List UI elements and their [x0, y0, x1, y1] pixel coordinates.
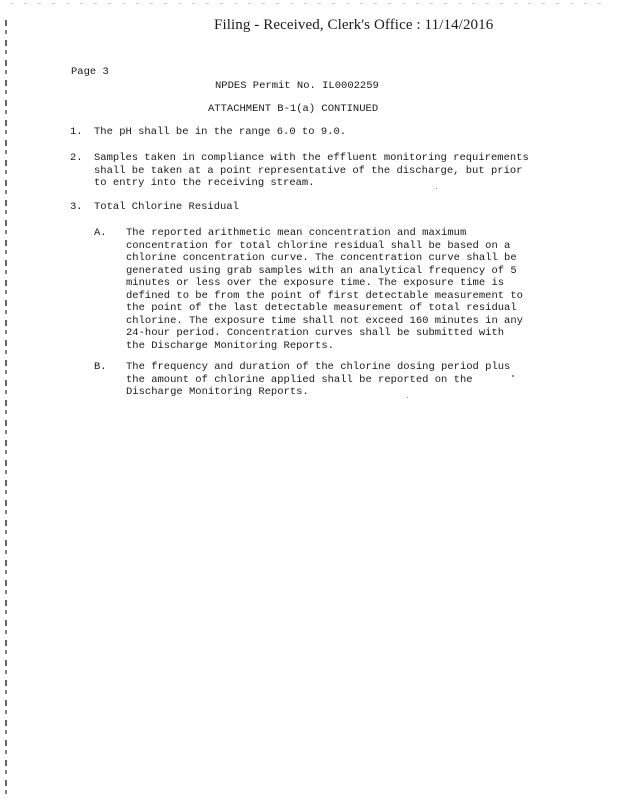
subitem-text-line: minutes or less over the exposure time. The exposure time is — [126, 277, 505, 289]
item-number: 1. — [70, 126, 83, 138]
subitem-text-line: chlorine concentration curve. The concentration curve shall be — [126, 252, 517, 264]
subitem-text-line: the point of the last detectable measurement of total residual — [126, 302, 517, 314]
item-text-line: shall be taken at a point representative of the discharge, but prior — [94, 164, 523, 177]
item-text-line: The pH shall be in the range 6.0 to 9.0. — [94, 126, 347, 138]
item-text — [94, 126, 346, 139]
item-text — [94, 152, 529, 190]
subitem-text-line: generated using grab samples with an analytical frequency of 5 — [126, 264, 517, 277]
item-text-line: Total Chlorine Residual — [94, 201, 239, 213]
attachment-title: ATTACHMENT B-1(a) CONTINUED — [208, 103, 379, 115]
filing-stamp: Filing - Received, Clerk's Office : 11/14/2016 — [214, 17, 494, 33]
subitem-text-line: The frequency and duration of the chlorine dosing period plus — [126, 361, 511, 373]
subitem-text-line: the Discharge Monitoring Reports. — [126, 339, 334, 352]
subitem-text-line: The reported arithmetic mean concentration and maximum — [126, 227, 467, 239]
subitem-text-line: 24-hour period. Concentration curves shall be submitted with — [126, 327, 505, 339]
scan-speck — [512, 375, 514, 377]
subitem-text-line: defined to be from the point of first detectable measurement to — [126, 289, 523, 302]
item-text-line: Samples taken in compliance with the effluent monitoring requirements — [94, 152, 529, 164]
item-number: 2. — [70, 152, 83, 164]
subitem-text-line: the amount of chlorine applied shall be reported on the — [126, 373, 473, 386]
subitem-text-line: concentration for total chlorine residual shall be based on a — [126, 239, 511, 252]
scan-top-edge-artifact — [10, 3, 610, 4]
permit-number: NPDES Permit No. IL0002259 — [215, 80, 379, 92]
scan-speck — [436, 188, 437, 189]
subitem-text-line: Discharge Monitoring Reports. — [126, 386, 309, 398]
subitem-letter: B. — [94, 361, 107, 373]
item-text — [94, 201, 239, 214]
item-text-line: to entry into the receiving stream. — [94, 177, 315, 189]
page-label: Page 3 — [71, 66, 109, 78]
subitem-text — [126, 361, 510, 399]
item-number: 3. — [70, 201, 83, 213]
subitem-letter: A. — [94, 227, 107, 239]
scan-speck — [407, 397, 408, 398]
scan-left-edge-artifact — [5, 20, 7, 795]
subitem-text — [126, 227, 523, 352]
subitem-text-line: chlorine. The exposure time shall not exceed 160 minutes in any — [126, 314, 523, 327]
